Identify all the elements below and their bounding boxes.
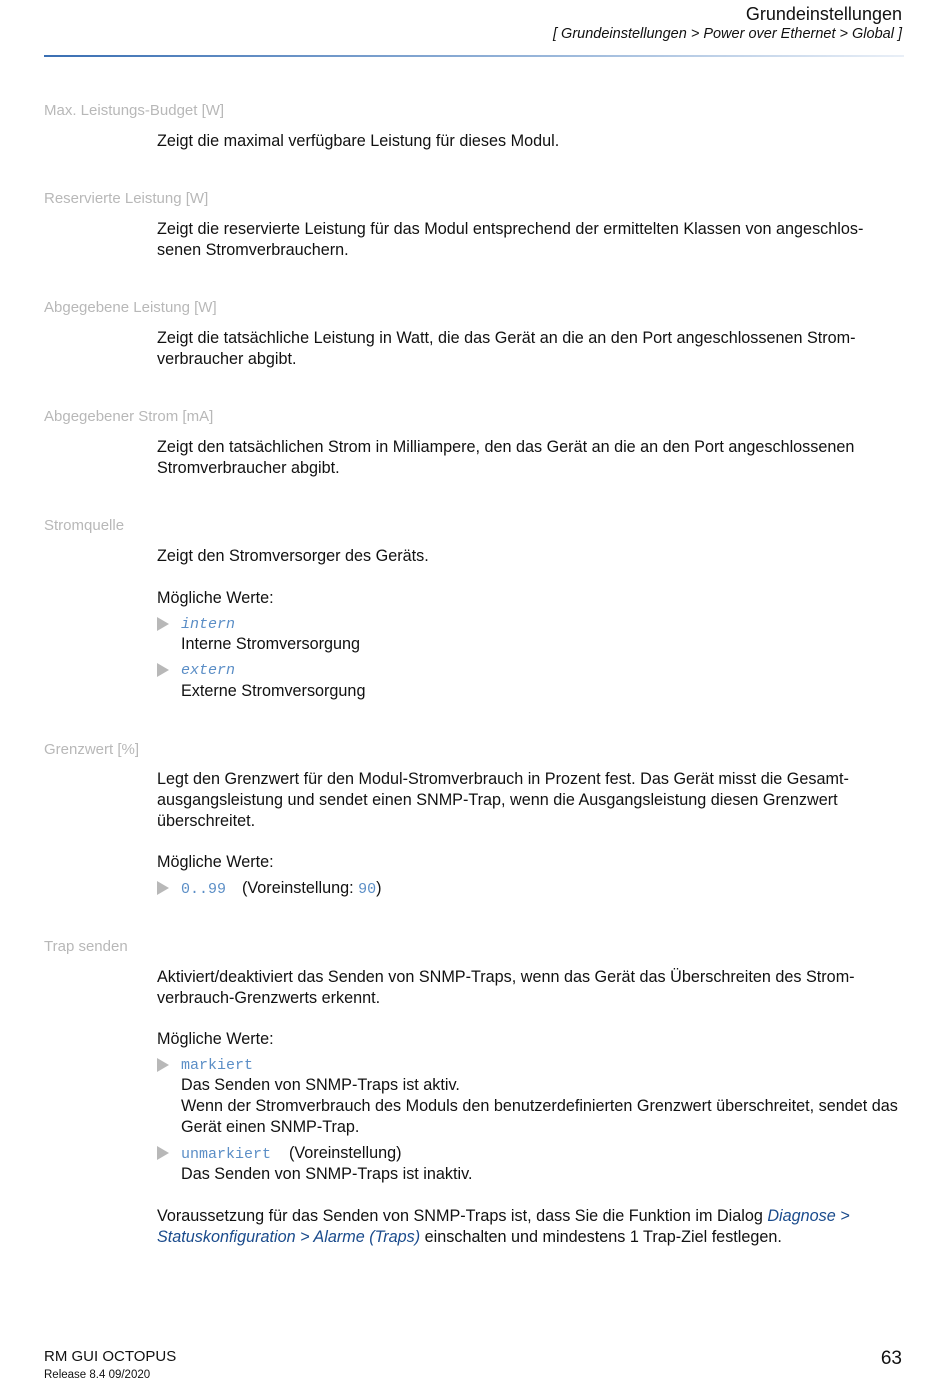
value-markiert: markiert (181, 1057, 254, 1074)
section-label-threshold: Grenzwert [%] (44, 741, 140, 758)
value-desc-unmarkiert: Das Senden von SNMP-Traps ist inaktiv. (181, 1165, 473, 1183)
triangle-bullet-icon (157, 617, 169, 631)
section-text-delivered-current: Zeigt den tatsächlichen Strom in Milliampere, den das Gerät an die an den Port angeschlossenen Stromverbraucher abgibt. (157, 438, 855, 477)
footer-release: Release 8.4 09/2020 (44, 1369, 151, 1381)
value-range: 0..99 (181, 881, 227, 898)
prereq-text-part: Voraussetzung für das Senden von SNMP-Traps ist, dass Sie die Funktion im Dialog (157, 1207, 768, 1225)
page-title: Grundeinstellungen (745, 4, 902, 24)
section-text-send-trap: Aktiviert/deaktiviert das Senden von SNMP-Traps, wenn das Gerät das Überschreiten des Strom-verbrauch-Grenzwerts erkennt. (157, 968, 855, 1007)
prerequisite-text (157, 1206, 905, 1248)
default-note: (Voreinstellung) (289, 1144, 402, 1162)
possible-values-heading: Mögliche Werte: (157, 589, 274, 607)
unmarkiert-line (181, 1144, 402, 1163)
section-text-max-budget: Zeigt die maximal verfügbare Leistung für dieses Modul. (157, 132, 560, 150)
section-label-max-budget: Max. Leistungs-Budget [W] (44, 102, 225, 119)
value-desc-intern: Interne Stromversorgung (181, 635, 361, 653)
triangle-bullet-icon (157, 1146, 169, 1160)
prereq-text-part: einschalten und mindestens 1 Trap-Ziel festlegen. (420, 1228, 782, 1246)
section-text-delivered-power: Zeigt die tatsächliche Leistung in Watt, die das Gerät an die an den Port angeschlossenen Strom-verbraucher abgibt. (157, 329, 856, 368)
section-label-reserved-power: Reservierte Leistung [W] (44, 190, 209, 207)
default-prefix: (Voreinstellung: (242, 879, 359, 897)
section-label-delivered-power: Abgegebene Leistung [W] (44, 299, 217, 316)
triangle-bullet-icon (157, 881, 169, 895)
section-text-threshold: Legt den Grenzwert für den Modul-Stromverbrauch in Prozent fest. Das Gerät misst die Gesamt-ausgangsleistung und sendet einen SNMP-Trap, wenn die Ausgangsleistung diesen Grenzwert überschreitet. (157, 770, 849, 830)
section-label-power-source: Stromquelle (44, 517, 125, 534)
possible-values-heading: Mögliche Werte: (157, 853, 274, 871)
value-desc-extern: Externe Stromversorgung (181, 682, 366, 700)
section-label-delivered-current: Abgegebener Strom [mA] (44, 408, 214, 425)
possible-values-heading: Mögliche Werte: (157, 1030, 274, 1048)
default-suffix: ) (376, 879, 382, 897)
section-label-send-trap: Trap senden (44, 938, 128, 955)
section-text-power-source: Zeigt den Stromversorger des Geräts. (157, 547, 429, 565)
triangle-bullet-icon (157, 663, 169, 677)
dialog-link-diagnose[interactable]: Diagnose > (767, 1207, 850, 1225)
triangle-bullet-icon (157, 1058, 169, 1072)
breadcrumb: [ Grundeinstellungen > Power over Ethernet > Global ] (552, 26, 902, 42)
footer-product: RM GUI OCTOPUS (44, 1348, 177, 1365)
value-intern: intern (181, 616, 236, 633)
dialog-link-status-config[interactable]: Statuskonfiguration > Alarme (Traps) (157, 1228, 421, 1246)
default-value: 90 (358, 881, 377, 898)
section-text-reserved-power: Zeigt die reservierte Leistung für das Modul entsprechend der ermittelten Klassen von angeschlos-senen Stromverbrauchern. (157, 220, 864, 259)
value-unmarkiert: unmarkiert (181, 1146, 272, 1163)
page-number: 63 (880, 1348, 902, 1369)
threshold-range-line (181, 879, 382, 898)
value-desc-markiert: Das Senden von SNMP-Traps ist aktiv. (181, 1076, 460, 1094)
value-desc2-markiert: Wenn der Stromverbrauch des Moduls den benutzerdefinierten Grenzwert überschreitet, sendet das Gerät einen SNMP-Trap. (181, 1097, 898, 1136)
value-extern: extern (181, 662, 236, 679)
header-divider (44, 55, 904, 57)
